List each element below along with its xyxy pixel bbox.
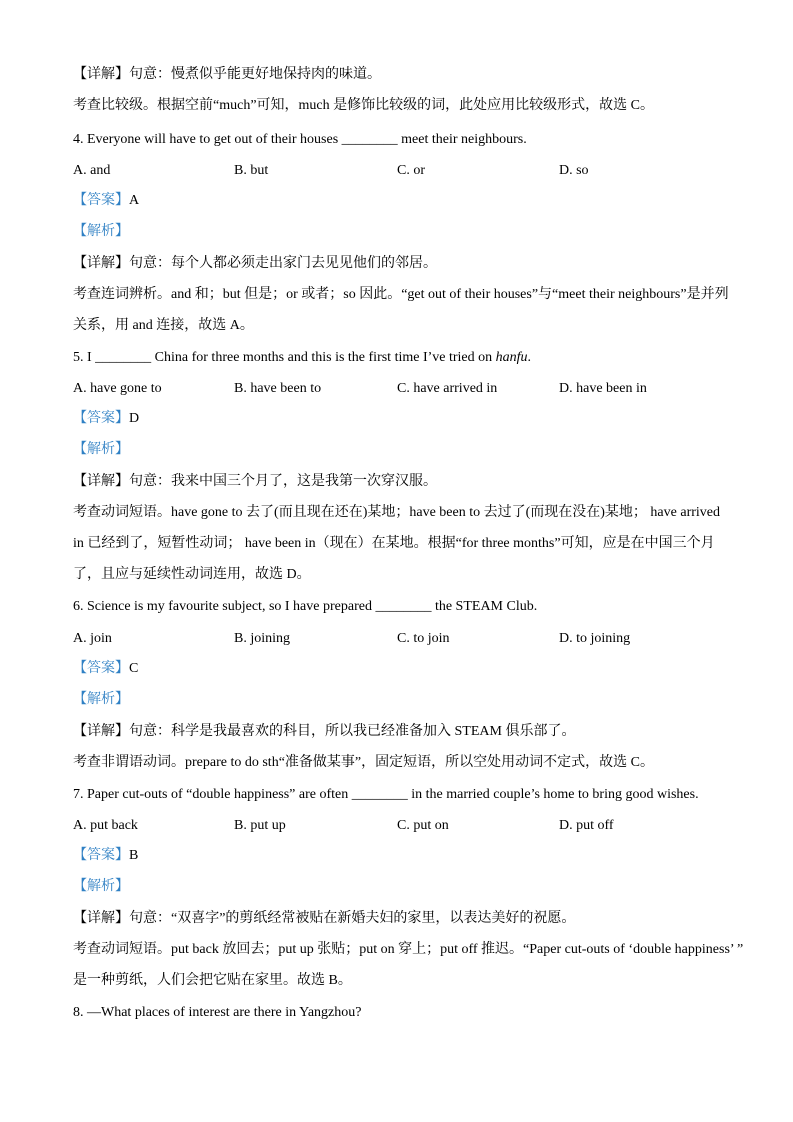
q4-stem: 4. Everyone will have to get out of their houses ________ meet their neighbours. bbox=[73, 132, 527, 147]
q7-option-c: C. put on bbox=[397, 818, 449, 833]
q6-option-a: A. join bbox=[73, 631, 112, 646]
q4-explain-line-2: 关系，用 and 连接，故选 A。 bbox=[73, 318, 254, 333]
q7-answer-line bbox=[73, 847, 138, 865]
q6-detail-line bbox=[73, 723, 575, 741]
q6-analysis-tag: 【解析】 bbox=[73, 692, 129, 707]
answer-value: A bbox=[129, 193, 140, 208]
detail-tag: 【详解】 bbox=[73, 67, 129, 82]
answer-tag: 【答案】 bbox=[73, 411, 129, 426]
detail-text: 句意：慢煮似乎能更好地保持肉的味道。 bbox=[129, 67, 381, 82]
q5-stem bbox=[73, 349, 531, 367]
answer-value: D bbox=[129, 411, 140, 426]
detail-text: 句意：我来中国三个月了，这是我第一次穿汉服。 bbox=[129, 474, 437, 489]
q7-analysis-tag: 【解析】 bbox=[73, 879, 129, 894]
q4-option-c: C. or bbox=[397, 163, 425, 178]
detail-text: 句意：科学是我最喜欢的科目，所以我已经准备加入 STEAM 俱乐部了。 bbox=[129, 724, 576, 739]
q6-explain-line-1: 考查非谓语动词。prepare to do sth“准备做某事”，固定短语，所以空处用动词不定式，故选 C。 bbox=[73, 755, 654, 770]
q5-answer-line bbox=[73, 410, 139, 428]
q4-option-b: B. but bbox=[234, 163, 269, 178]
q5-detail-line bbox=[73, 473, 437, 491]
answer-tag: 【答案】 bbox=[73, 848, 129, 863]
detail-tag: 【详解】 bbox=[73, 724, 129, 739]
q4-analysis-tag: 【解析】 bbox=[73, 224, 129, 239]
q4-answer-line bbox=[73, 192, 139, 210]
q4-option-a: A. and bbox=[73, 163, 111, 178]
q4-explain-line-1: 考查连词辨析。and 和；but 但是；or 或者；so 因此。“get out of their houses”与“meet their neighbours”是并列 bbox=[73, 287, 729, 302]
q5-stem-text: 5. I ________ China for three months and this is the first time I’ve tried on bbox=[73, 350, 496, 365]
q7-explain-line-1: 考查动词短语。put back 放回去；put up 张贴；put on 穿上；put off 推迟。“Paper cut-outs of ‘double happiness’ ” bbox=[73, 942, 744, 957]
q5-stem-end: . bbox=[527, 350, 532, 365]
q5-option-c: C. have arrived in bbox=[397, 381, 498, 396]
prev-detail-line bbox=[73, 66, 381, 84]
q6-option-b: B. joining bbox=[234, 631, 291, 646]
q8-stem: 8. —What places of interest are there in Yangzhou? bbox=[73, 1005, 362, 1020]
q5-option-d: D. have been in bbox=[559, 381, 647, 396]
q7-option-a: A. put back bbox=[73, 818, 138, 833]
answer-tag: 【答案】 bbox=[73, 661, 129, 676]
q5-analysis-tag: 【解析】 bbox=[73, 442, 129, 457]
q6-stem: 6. Science is my favourite subject, so I have prepared ________ the STEAM Club. bbox=[73, 599, 538, 614]
detail-tag: 【详解】 bbox=[73, 256, 129, 271]
q6-answer-line bbox=[73, 660, 138, 678]
q5-explain-line-2: in 已经到了，短暂性动词； have been in（现在）在某地。根据“for three months”可知，应是在中国三个月 bbox=[73, 536, 715, 551]
detail-text: 句意：“双喜字”的剪纸经常被贴在新婚夫妇的家里，以表达美好的祝愿。 bbox=[129, 911, 576, 926]
q4-option-d: D. so bbox=[559, 163, 589, 178]
q7-detail-line bbox=[73, 910, 575, 928]
detail-tag: 【详解】 bbox=[73, 911, 129, 926]
q4-detail-line bbox=[73, 255, 437, 273]
q5-explain-line-1: 考查动词短语。have gone to 去了(而且现在还在)某地；have been to 去过了(而现在没在)某地； have arrived bbox=[73, 505, 720, 520]
q7-stem: 7. Paper cut-outs of “double happiness” are often ________ in the married couple’s home to bring good wishes. bbox=[73, 787, 699, 802]
q7-option-b: B. put up bbox=[234, 818, 286, 833]
answer-value: C bbox=[129, 661, 139, 676]
prev-explain-line: 考查比较级。根据空前“much”可知，much 是修饰比较级的词，此处应用比较级形式，故选 C。 bbox=[73, 98, 654, 113]
q7-explain-line-2: 是一种剪纸，人们会把它贴在家里。故选 B。 bbox=[73, 973, 352, 988]
q5-option-a: A. have gone to bbox=[73, 381, 162, 396]
q5-explain-line-3: 了，且应与延续性动词连用，故选 D。 bbox=[73, 567, 311, 582]
q6-option-d: D. to joining bbox=[559, 631, 631, 646]
q5-option-b: B. have been to bbox=[234, 381, 322, 396]
detail-tag: 【详解】 bbox=[73, 474, 129, 489]
q5-stem-italic: hanfu bbox=[495, 350, 528, 365]
q7-option-d: D. put off bbox=[559, 818, 614, 833]
answer-tag: 【答案】 bbox=[73, 193, 129, 208]
detail-text: 句意：每个人都必须走出家门去见见他们的邻居。 bbox=[129, 256, 437, 271]
q6-option-c: C. to join bbox=[397, 631, 450, 646]
answer-value: B bbox=[129, 848, 139, 863]
